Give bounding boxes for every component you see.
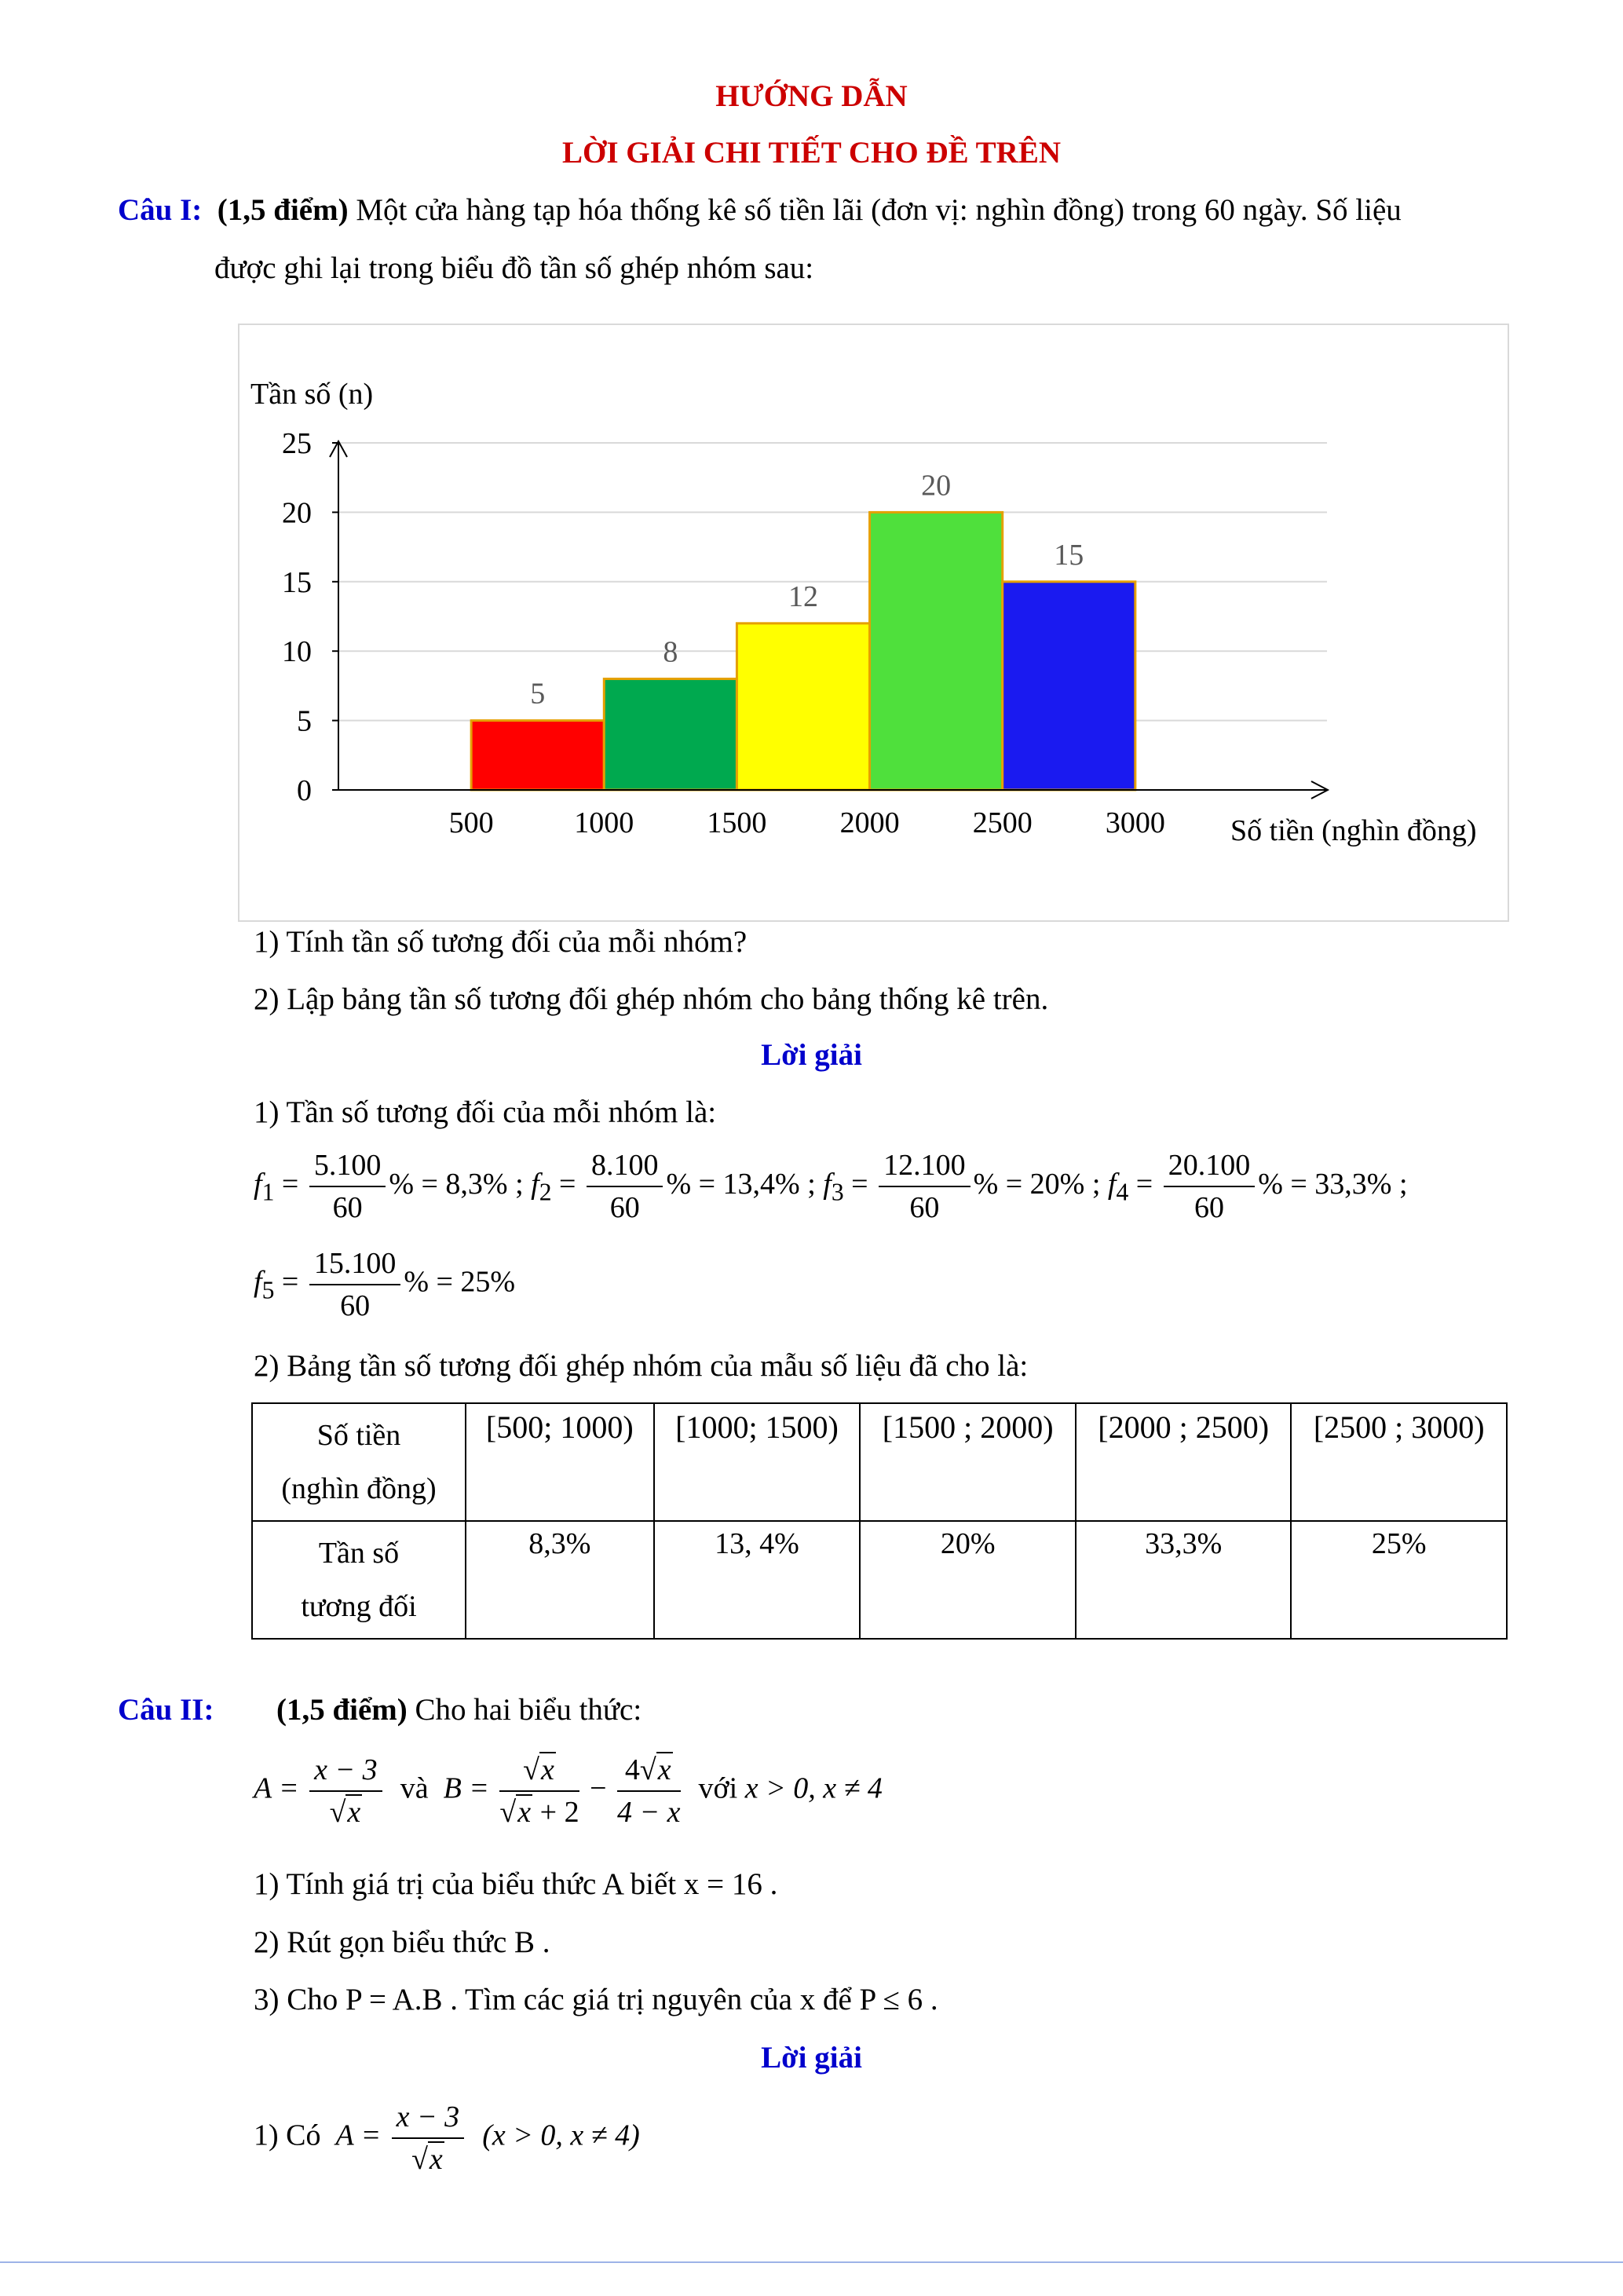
y-tick-label: 10 [282, 635, 312, 669]
solution-heading-2: Lời giải [761, 2041, 862, 2075]
y-tick-label: 25 [282, 427, 312, 460]
question-1-label: Câu I: [118, 193, 203, 227]
y-tick-label: 5 [297, 704, 312, 738]
bar-data-label: 8 [663, 635, 678, 669]
question-2-part-2: 2) Rút gọn biểu thức B . [254, 1925, 550, 1959]
histogram-chart [238, 324, 1509, 922]
bar-data-label: 20 [921, 469, 952, 503]
bar-data-label: 12 [788, 579, 818, 613]
histogram-svg [239, 325, 1508, 920]
table-interval-cell: [500; 1000) [466, 1403, 654, 1521]
table-value-cell: 20% [860, 1521, 1076, 1639]
question-2-part-3: 3) Cho P = A.B . Tìm các giá trị nguyên của x để P ≤ 6 . [254, 1983, 938, 2016]
formula-f4: $f_4$ = $\frac{20.100}{60}$ % = 33,3% ; [1108, 1168, 1408, 1201]
y-axis-label: Tần số (n) [250, 378, 374, 411]
guide-title: HƯỚNG DẪN [715, 79, 908, 113]
question-1-part-2: 2) Lập bảng tần số tương đối ghép nhóm cho bảng thống kê trên. [254, 982, 1049, 1016]
table-interval-cell: [1500 ; 2000) [860, 1403, 1076, 1521]
formula-f5: $f_5$ = $\frac{15.100}{60}$ % = 25% [254, 1245, 515, 1325]
table-value-cell: 25% [1291, 1521, 1507, 1639]
relative-frequency-formulas [254, 1146, 1408, 1227]
y-tick-label: 0 [297, 774, 312, 807]
question-2-label: Câu II: [118, 1693, 214, 1727]
y-axis-ticks [282, 427, 338, 807]
question-2-points: (1,5 điểm) [276, 1693, 408, 1727]
question-1-text-line2: được ghi lại trong biểu đồ tần số ghép nhóm sau: [214, 251, 814, 285]
question-2-part-1: 1) Tính giá trị của biểu thức A biết x = 16 . [254, 1867, 778, 1901]
histogram-bar [471, 721, 604, 790]
histogram-bar [604, 679, 737, 790]
question-1-text: Một cửa hàng tạp hóa thống kê số tiền lãi (đơn vị: nghìn đồng) trong 60 ngày. Số liệu [356, 193, 1402, 227]
solution-heading-1: Lời giải [761, 1038, 862, 1072]
table-interval-cell: [1000; 1500) [654, 1403, 861, 1521]
question-1-points: (1,5 điểm) [217, 193, 349, 227]
x-tick-label: 500 [448, 806, 494, 839]
x-tick-label: 1500 [707, 806, 767, 839]
question-2-text: Cho hai biểu thức: [415, 1693, 642, 1727]
histogram-bar [737, 623, 869, 790]
y-tick-label: 20 [282, 496, 312, 530]
question-2-prompt [118, 1691, 642, 1729]
histogram-bar [870, 512, 1003, 790]
x-axis-label: Số tiền (nghìn đồng) [1230, 814, 1477, 847]
footer-divider [0, 2261, 1623, 2263]
x-tick-label: 2500 [972, 806, 1033, 839]
question-2-expressions: A = $\frac{x - 3}{√x}$ và B = $\frac{√x}{√x + 2}$ − $\frac{4√x}{4 - x}$ với x > 0, x ≠ 4 [254, 1751, 883, 1831]
question-1-prompt [118, 192, 1402, 229]
formula-f3: $f_3$ = $\frac{12.100}{60}$ % = 20% ; [823, 1168, 1108, 1201]
table-value-cell: 13, 4% [654, 1521, 861, 1639]
table-header-relative-frequency: Tần số tương đối [252, 1521, 466, 1639]
solution-2-part-1: 1) Có A = $\frac{x - 3}{√x}$ (x > 0, x ≠ 4) [254, 2098, 640, 2178]
x-axis-ticks [449, 806, 1165, 839]
table-header-amount: Số tiền (nghìn đồng) [252, 1403, 466, 1521]
answer-1-intro: 1) Tần số tương đối của mỗi nhóm là: [254, 1095, 717, 1129]
relative-frequency-table [251, 1402, 1508, 1640]
histogram-bar [1003, 582, 1135, 790]
bar-data-label: 5 [530, 677, 546, 711]
bar-data-label: 15 [1054, 538, 1084, 572]
formula-f1: $f_1$ = $\frac{5.100}{60}$ % = 8,3% ; [254, 1168, 531, 1201]
x-tick-label: 2000 [839, 806, 900, 839]
table-row [252, 1403, 1507, 1521]
table-row [252, 1521, 1507, 1639]
answer-2-intro: 2) Bảng tần số tương đối ghép nhóm của mẫu số liệu đã cho là: [254, 1349, 1029, 1383]
table-value-cell: 33,3% [1076, 1521, 1292, 1639]
table-interval-cell: [2000 ; 2500) [1076, 1403, 1292, 1521]
solution-title: LỜI GIẢI CHI TIẾT CHO ĐỀ TRÊN [561, 136, 1062, 170]
table-value-cell: 8,3% [466, 1521, 654, 1639]
table-interval-cell: [2500 ; 3000) [1291, 1403, 1507, 1521]
x-tick-label: 3000 [1105, 806, 1165, 839]
x-tick-label: 1000 [574, 806, 634, 839]
question-1-part-1: 1) Tính tần số tương đối của mỗi nhóm? [254, 925, 748, 959]
formula-f2: $f_2$ = $\frac{8.100}{60}$ % = 13,4% ; [531, 1168, 823, 1201]
y-tick-label: 15 [282, 565, 312, 599]
